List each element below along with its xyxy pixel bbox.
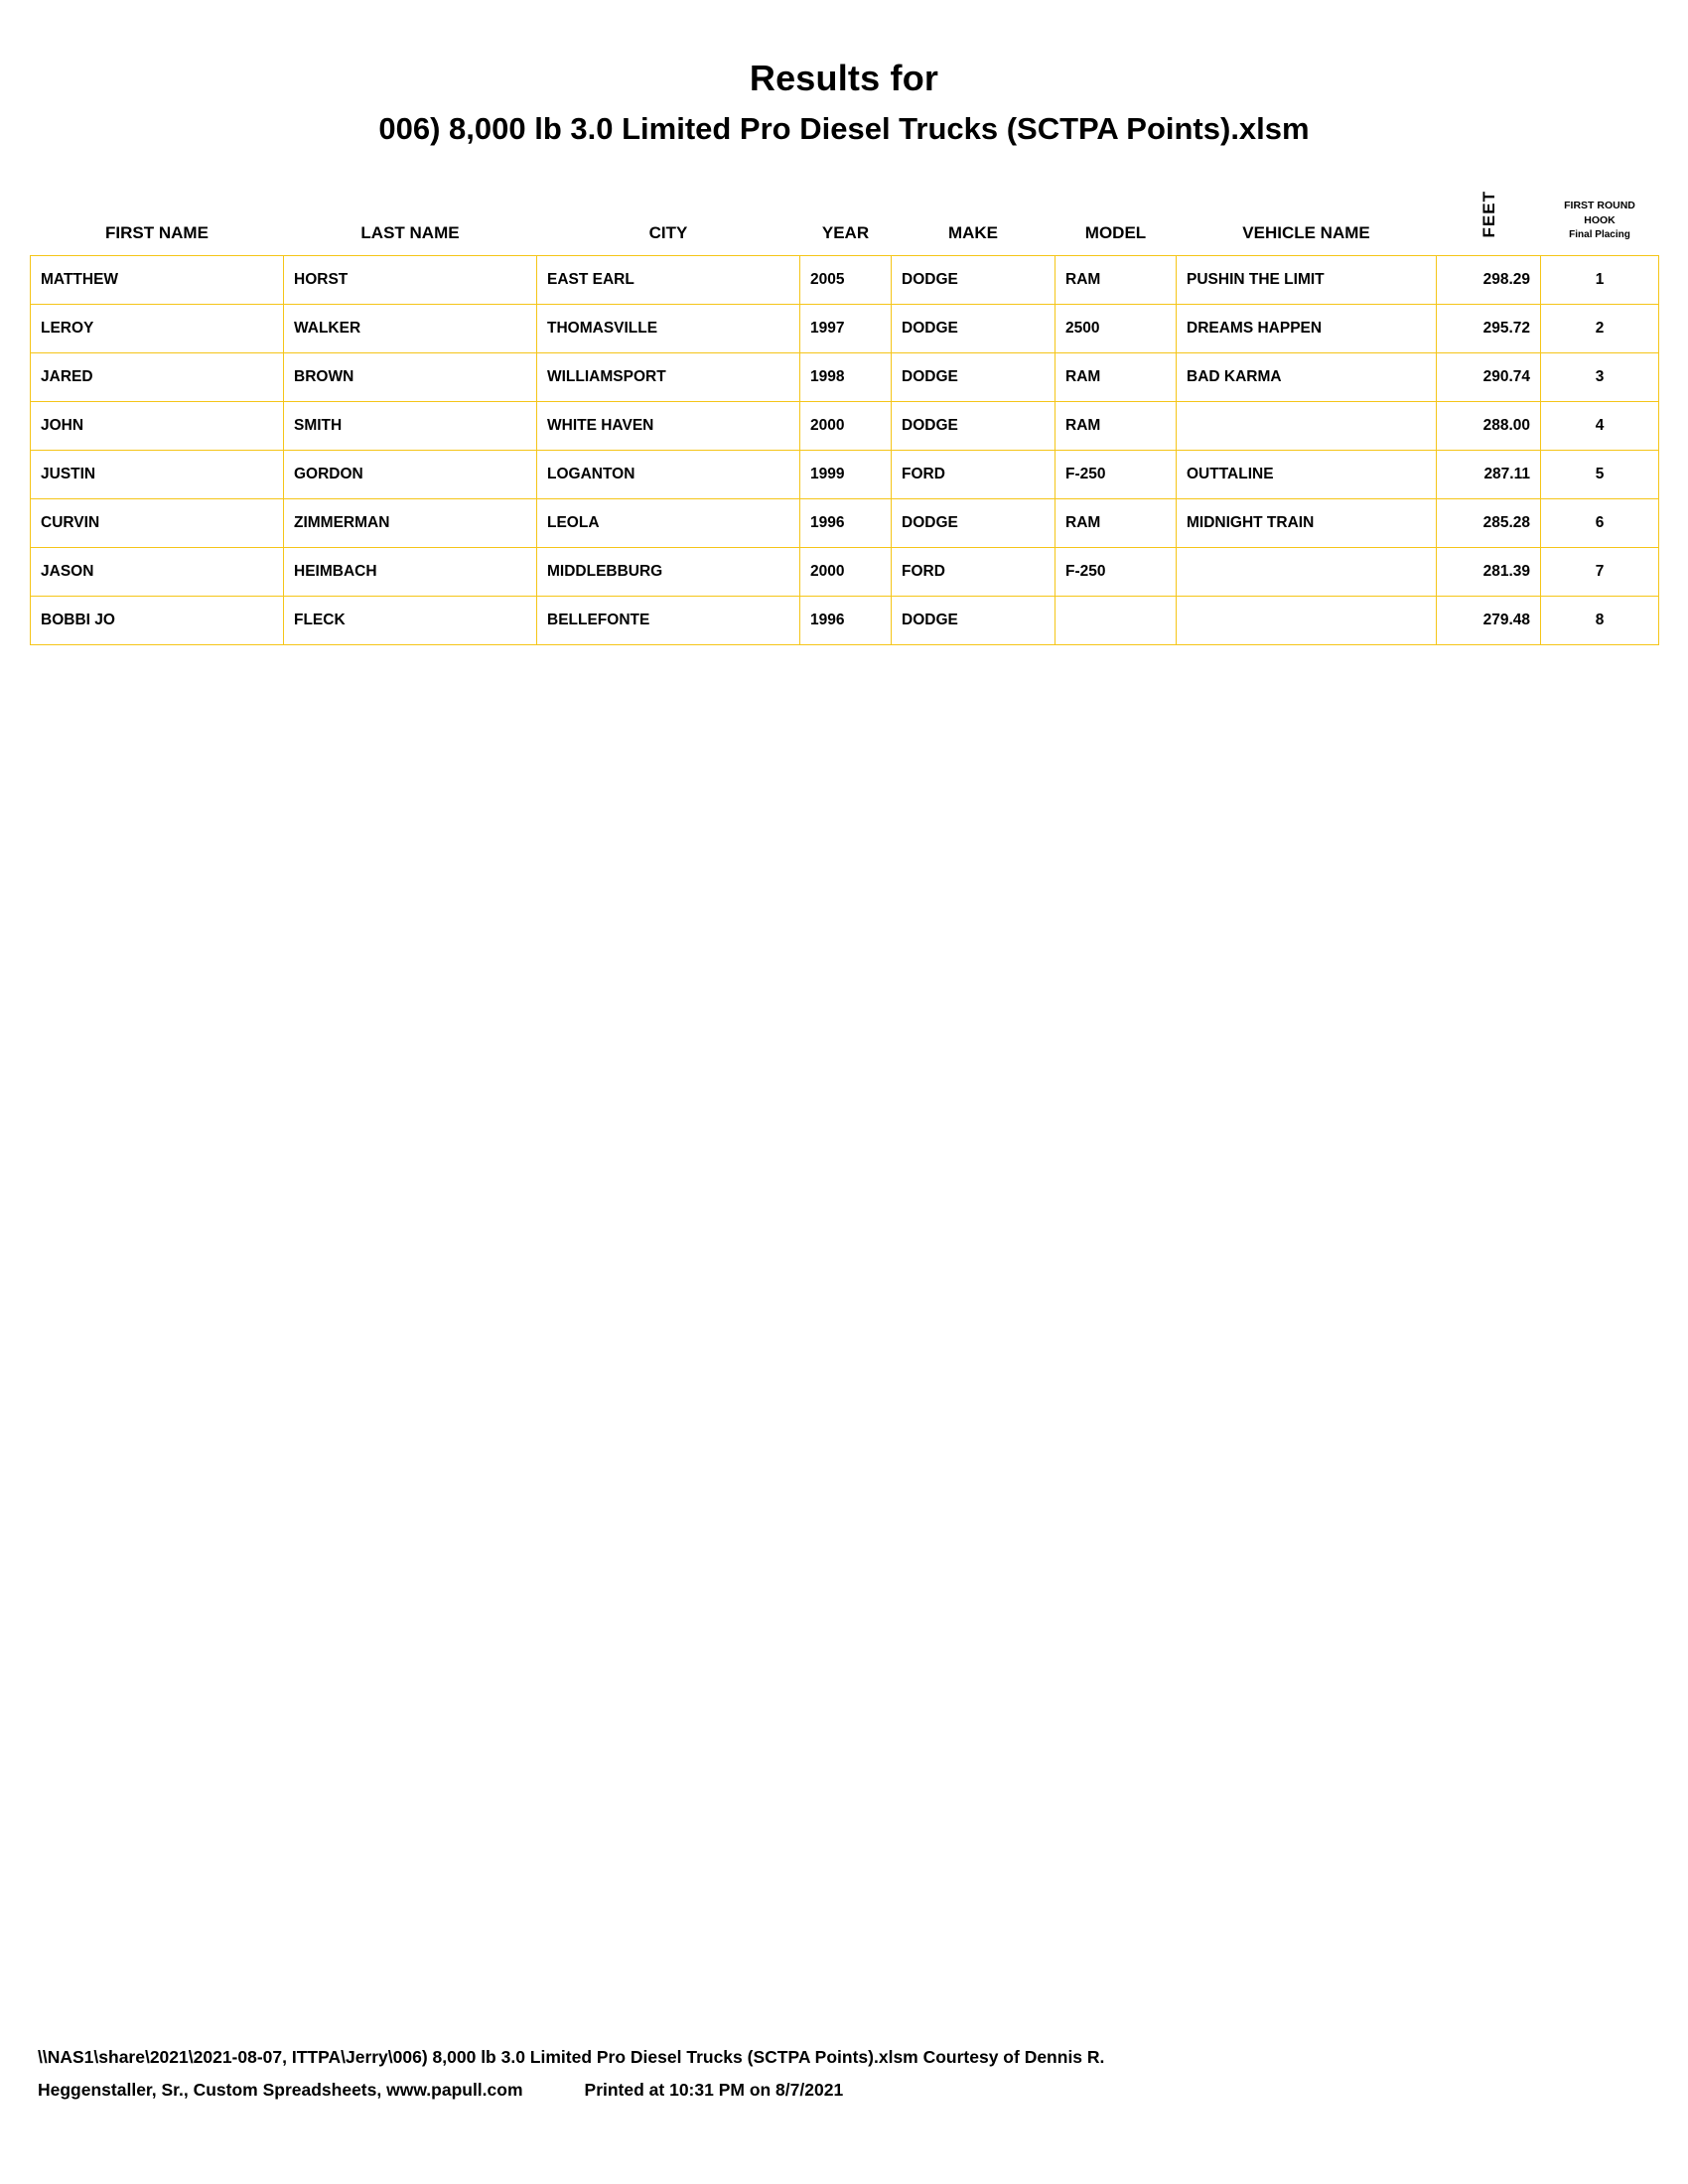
cell-final-placing: 3 xyxy=(1541,352,1659,401)
cell-make: FORD xyxy=(892,547,1055,596)
column-header-feet-label: FEET xyxy=(1478,191,1498,238)
cell-feet: 290.74 xyxy=(1437,352,1541,401)
cell-model xyxy=(1055,596,1177,644)
cell-final-placing: 5 xyxy=(1541,450,1659,498)
footer-credit-line xyxy=(38,2074,1650,2107)
cell-final-placing: 2 xyxy=(1541,304,1659,352)
cell-model: RAM xyxy=(1055,498,1177,547)
cell-vehicle-name: BAD KARMA xyxy=(1177,352,1437,401)
header-row xyxy=(31,183,1659,255)
cell-feet: 285.28 xyxy=(1437,498,1541,547)
cell-city: BELLEFONTE xyxy=(537,596,800,644)
cell-make: DODGE xyxy=(892,401,1055,450)
column-header-city: CITY xyxy=(537,183,800,255)
page-title-line-2: 006) 8,000 lb 3.0 Limited Pro Diesel Trucks (SCTPA Points).xlsm xyxy=(378,111,1310,147)
document-title-block xyxy=(0,0,1688,149)
cell-feet: 288.00 xyxy=(1437,401,1541,450)
results-table-body xyxy=(31,255,1659,644)
cell-vehicle-name xyxy=(1177,596,1437,644)
cell-first-name: JARED xyxy=(31,352,284,401)
cell-year: 2005 xyxy=(800,255,892,304)
column-header-year: YEAR xyxy=(800,183,892,255)
cell-city: LEOLA xyxy=(537,498,800,547)
cell-last-name: BROWN xyxy=(284,352,537,401)
cell-city: THOMASVILLE xyxy=(537,304,800,352)
table-row xyxy=(31,304,1659,352)
document-footer xyxy=(38,2041,1650,2108)
column-header-make: MAKE xyxy=(892,183,1055,255)
cell-first-name: BOBBI JO xyxy=(31,596,284,644)
footer-print-timestamp: Printed at 10:31 PM on 8/7/2021 xyxy=(584,2079,844,2100)
results-table xyxy=(30,183,1659,644)
cell-first-name: JUSTIN xyxy=(31,450,284,498)
cell-feet: 295.72 xyxy=(1437,304,1541,352)
cell-first-name: JASON xyxy=(31,547,284,596)
column-header-final-placing xyxy=(1541,183,1659,255)
results-table-header xyxy=(31,183,1659,255)
cell-first-name: MATTHEW xyxy=(31,255,284,304)
cell-final-placing: 4 xyxy=(1541,401,1659,450)
table-row xyxy=(31,401,1659,450)
cell-make: DODGE xyxy=(892,596,1055,644)
cell-last-name: FLECK xyxy=(284,596,537,644)
cell-model: F-250 xyxy=(1055,450,1177,498)
column-header-placing-line-1: FIRST ROUND xyxy=(1564,199,1635,211)
table-row xyxy=(31,596,1659,644)
cell-year: 1998 xyxy=(800,352,892,401)
cell-make: FORD xyxy=(892,450,1055,498)
cell-final-placing: 6 xyxy=(1541,498,1659,547)
cell-year: 1999 xyxy=(800,450,892,498)
column-header-feet xyxy=(1437,183,1541,255)
cell-year: 2000 xyxy=(800,401,892,450)
cell-feet: 298.29 xyxy=(1437,255,1541,304)
column-header-model: MODEL xyxy=(1055,183,1177,255)
cell-feet: 279.48 xyxy=(1437,596,1541,644)
cell-year: 2000 xyxy=(800,547,892,596)
cell-make: DODGE xyxy=(892,352,1055,401)
cell-last-name: ZIMMERMAN xyxy=(284,498,537,547)
cell-first-name: CURVIN xyxy=(31,498,284,547)
cell-vehicle-name xyxy=(1177,401,1437,450)
cell-last-name: HORST xyxy=(284,255,537,304)
column-header-vehicle-name: VEHICLE NAME xyxy=(1177,183,1437,255)
cell-model: F-250 xyxy=(1055,547,1177,596)
footer-file-path: \\NAS1\share\2021\2021-08-07, ITTPA\Jerry\006) 8,000 lb 3.0 Limited Pro Diesel Trucks (SCTPA Points).xlsm Courtesy of Dennis R. xyxy=(38,2046,1105,2067)
column-header-placing-line-3: Final Placing xyxy=(1569,229,1630,241)
cell-vehicle-name: MIDNIGHT TRAIN xyxy=(1177,498,1437,547)
cell-last-name: WALKER xyxy=(284,304,537,352)
footer-credit-text: Heggenstaller, Sr., Custom Spreadsheets, www.papull.com xyxy=(38,2079,523,2100)
cell-model: RAM xyxy=(1055,255,1177,304)
cell-vehicle-name: DREAMS HAPPEN xyxy=(1177,304,1437,352)
table-row xyxy=(31,547,1659,596)
page-title-line-1: Results for xyxy=(749,58,939,98)
cell-feet: 281.39 xyxy=(1437,547,1541,596)
cell-last-name: HEIMBACH xyxy=(284,547,537,596)
cell-make: DODGE xyxy=(892,498,1055,547)
table-row xyxy=(31,450,1659,498)
cell-city: MIDDLEBBURG xyxy=(537,547,800,596)
cell-city: WHITE HAVEN xyxy=(537,401,800,450)
cell-final-placing: 1 xyxy=(1541,255,1659,304)
cell-first-name: JOHN xyxy=(31,401,284,450)
table-row xyxy=(31,352,1659,401)
cell-model: RAM xyxy=(1055,352,1177,401)
cell-make: DODGE xyxy=(892,304,1055,352)
cell-feet: 287.11 xyxy=(1437,450,1541,498)
table-row xyxy=(31,498,1659,547)
cell-year: 1996 xyxy=(800,498,892,547)
results-table-wrapper xyxy=(30,183,1658,644)
cell-first-name: LEROY xyxy=(31,304,284,352)
cell-last-name: GORDON xyxy=(284,450,537,498)
cell-final-placing: 8 xyxy=(1541,596,1659,644)
cell-make: DODGE xyxy=(892,255,1055,304)
cell-vehicle-name: PUSHIN THE LIMIT xyxy=(1177,255,1437,304)
cell-model: 2500 xyxy=(1055,304,1177,352)
cell-year: 1997 xyxy=(800,304,892,352)
cell-model: RAM xyxy=(1055,401,1177,450)
cell-final-placing: 7 xyxy=(1541,547,1659,596)
column-header-first-name: FIRST NAME xyxy=(31,183,284,255)
cell-city: EAST EARL xyxy=(537,255,800,304)
cell-vehicle-name: OUTTALINE xyxy=(1177,450,1437,498)
column-header-last-name: LAST NAME xyxy=(284,183,537,255)
cell-city: WILLIAMSPORT xyxy=(537,352,800,401)
cell-last-name: SMITH xyxy=(284,401,537,450)
cell-vehicle-name xyxy=(1177,547,1437,596)
column-header-placing-line-2: HOOK xyxy=(1584,213,1616,226)
cell-year: 1996 xyxy=(800,596,892,644)
table-row xyxy=(31,255,1659,304)
cell-city: LOGANTON xyxy=(537,450,800,498)
